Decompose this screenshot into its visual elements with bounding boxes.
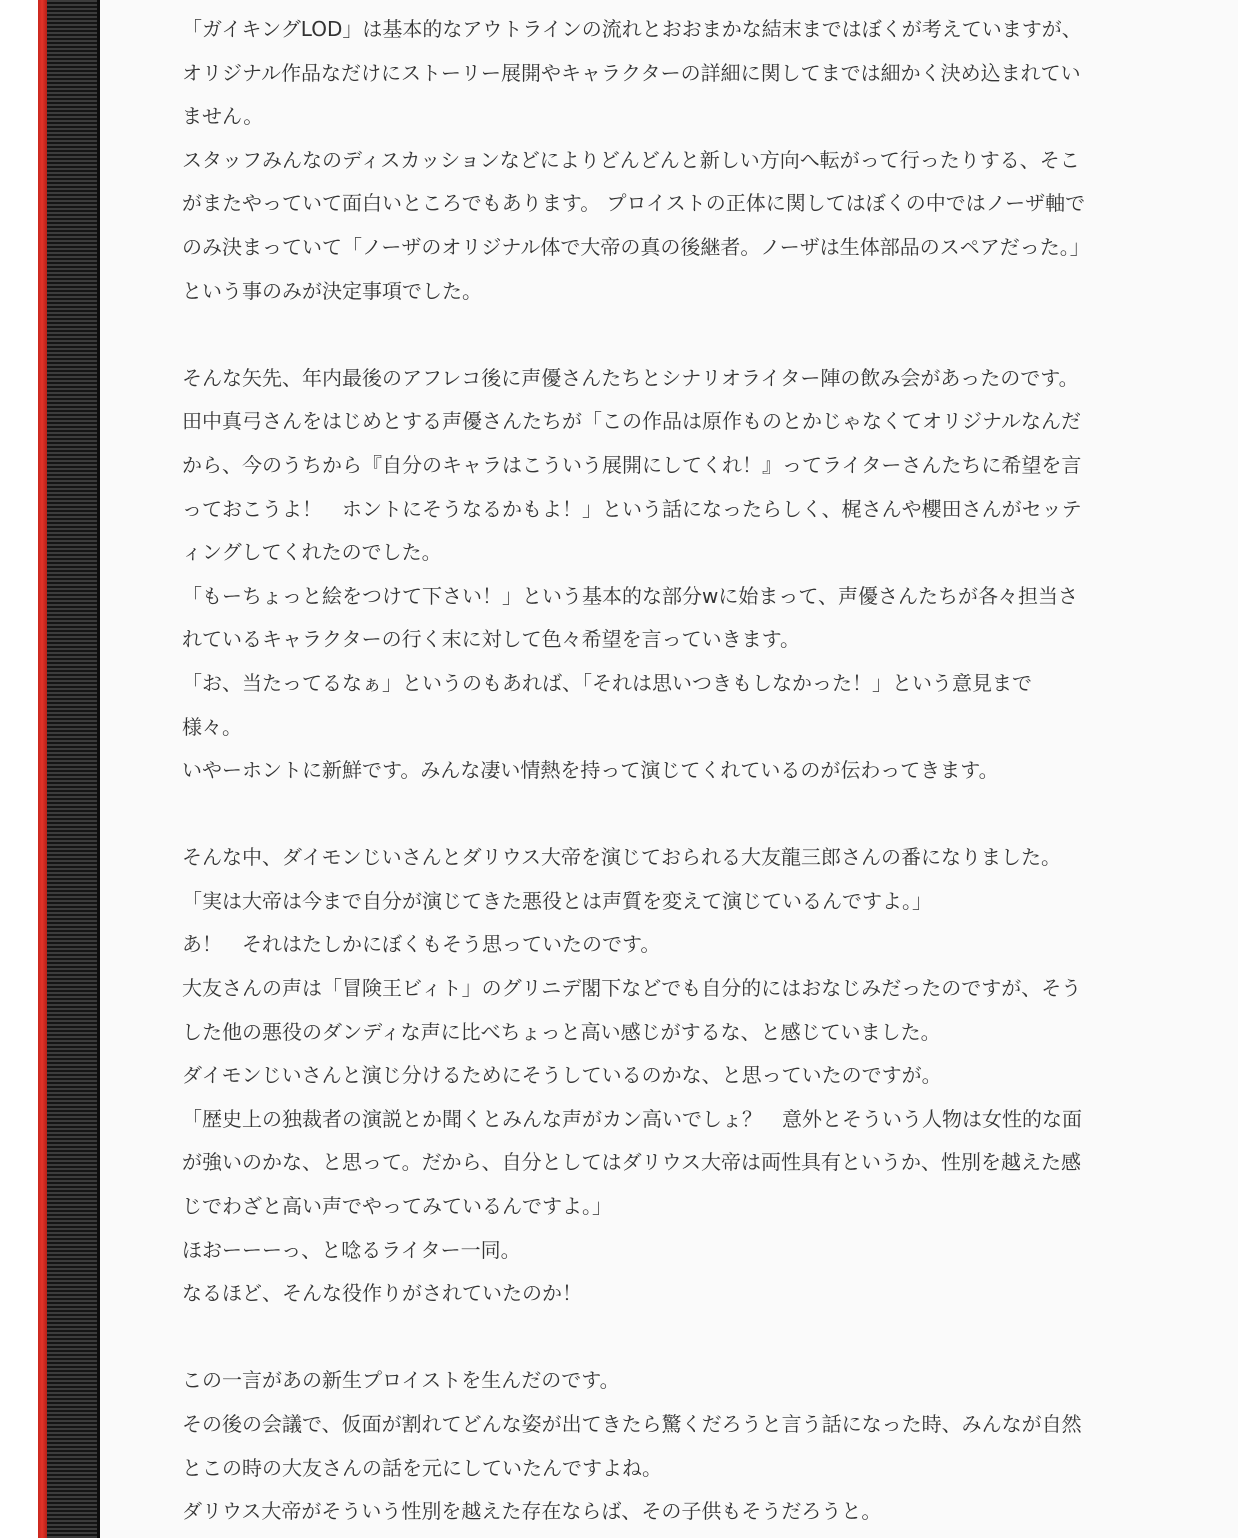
paragraph-line: いやーホントに新鮮です。みんな凄い情熱を持って演じてくれているのが伝わってきます。 <box>182 758 999 783</box>
paragraph-line: 「もーちょっと絵をつけて下さい！」という基本的な部分wに始まって、声優さんたちが各々担当さ <box>182 583 1078 608</box>
paragraph-line: ほおーーーっ、と唸るライター一同。 <box>182 1237 521 1262</box>
left-red-stripe <box>38 0 47 1538</box>
paragraph-line: オリジナル作品なだけにストーリー展開やキャラクターの詳細に関してまでは細かく決め込まれてい <box>182 60 1081 85</box>
paragraph-line: という事のみが決定事項でした。 <box>182 278 482 303</box>
paragraph-line: スタッフみんなのディスカッションなどによりどんどんと新しい方向へ転がって行ったりする、そこ <box>182 147 1080 172</box>
paragraph-line: ダリウス大帝がそういう性別を越えた存在ならば、その子供もそうだろうと。 <box>182 1499 882 1524</box>
paragraph-line: あ！ それはたしかにぼくもそう思っていたのです。 <box>182 932 661 957</box>
paragraph-line: そんな矢先、年内最後のアフレコ後に声優さんたちとシナリオライター陣の飲み会があったのです。 <box>182 365 1079 390</box>
paragraph-line: がまたやっていて面白いところでもあります。 プロイストの正体に関してはぼくの中ではノーザ軸で <box>182 191 1086 216</box>
paragraph-line: 「ガイキングLOD」は基本的なアウトラインの流れとおおまかな結末まではぼくが考えていますが、 <box>182 17 1082 41</box>
left-decorative-band <box>47 0 100 1538</box>
paragraph-line: のみ決まっていて「ノーザのオリジナル体で大帝の真の後継者。ノーザは生体部品のスペアだった。」 <box>182 234 1090 259</box>
paragraph-line: っておこうよ！ ホントにそうなるかもよ！」という話になったらしく、梶さんや櫻田さんがセッテ <box>182 496 1082 521</box>
paragraph-line: その後の会議で、仮面が割れてどんな姿が出てきたら驚くだろうと言う話になった時、みんなが自然 <box>182 1412 1082 1436</box>
paragraph-line: この一言があの新生プロイストを生んだのです。 <box>182 1368 620 1393</box>
paragraph-line: した他の悪役のダンディな声に比べちょっと高い感じがするな、と感じていました。 <box>182 1019 941 1044</box>
article-body <box>182 8 1172 1534</box>
paragraph-line: そんな中、ダイモンじいさんとダリウス大帝を演じておられる大友龍三郎さんの番になりました。 <box>182 845 1061 870</box>
paragraph-break <box>182 1316 1172 1360</box>
paragraph-line: ィングしてくれたのでした。 <box>182 540 442 565</box>
paragraph-break <box>182 793 1172 837</box>
paragraph-break <box>182 313 1172 357</box>
paragraph-line: 田中真弓さんをはじめとする声優さんたちが「この作品は原作ものとかじゃなくてオリジナルなんだ <box>182 409 1081 434</box>
paragraph-line: じでわざと高い声でやってみているんですよ。」 <box>182 1194 612 1219</box>
paragraph-line: ません。 <box>182 104 264 129</box>
paragraph-line: 「歴史上の独裁者の演説とか聞くとみんな声がカン高いでしょ？ 意外とそういう人物は女性的な面 <box>182 1106 1082 1131</box>
paragraph-line: から、今のうちから『自分のキャラはこういう展開にしてくれ！』ってライターさんたちに希望を言 <box>182 452 1082 477</box>
paragraph-line: れているキャラクターの行く末に対して色々希望を言っていきます。 <box>182 627 800 652</box>
content-area <box>100 0 1238 1538</box>
paragraph-line: 大友さんの声は「冒険王ビィト」のグリニデ閣下などでも自分的にはおなじみだったのですが、そう <box>182 976 1082 1001</box>
paragraph-line: 「お、当たってるなぁ」というのもあれば、「それは思いつきもしなかった！」という意見まで <box>182 670 1032 695</box>
paragraph-line: とこの時の大友さんの話を元にしていたんですよね。 <box>182 1455 662 1480</box>
paragraph-line: 様々。 <box>182 714 242 739</box>
paragraph-line: なるほど、そんな役作りがされていたのか！ <box>182 1281 582 1306</box>
paragraph-line: が強いのかな、と思って。だから、自分としてはダリウス大帝は両性具有というか、性別を越えた感 <box>182 1150 1081 1175</box>
paragraph-line: ダイモンじいさんと演じ分けるためにそうしているのかな、と思っていたのですが。 <box>182 1063 942 1088</box>
paragraph-line: 「実は大帝は今まで自分が演じてきた悪役とは声質を変えて演じているんですよ。」 <box>182 888 932 913</box>
